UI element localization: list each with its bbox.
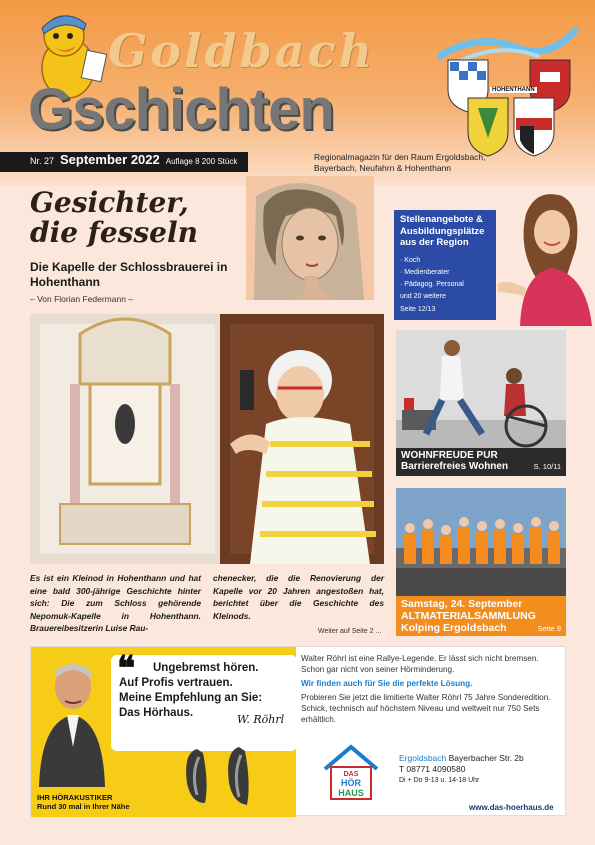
jobs-item: · Koch: [400, 256, 421, 264]
lead-headline: Gesichter, die fesseln: [30, 186, 198, 249]
signature: W. Röhrl: [237, 713, 285, 726]
issue-date: September 2022: [60, 152, 160, 167]
walter-roehrl-photo: [37, 657, 107, 787]
wohnfreude-caption[interactable]: WOHNFREUDE PUR Barrierefreies Wohnen S. 10/11: [396, 448, 566, 476]
jobs-item: · Pädagog. Personal: [400, 280, 464, 288]
smiling-woman-photo: [496, 188, 595, 326]
ad-copy: Walter Röhrl ist eine Rallye-Legende. Er lässt sich nicht bremsen. Schon gar nicht von seiner Hörminderung. Wir finden auch für Sie die perfekte Lösung. Probieren Sie jetzt die limitierte Walter Röhrl 75 Jahre Sonderedition. Schick, technisch auf höchstem Niveau und weltweit nur 750 Sets erhältlich.: [301, 654, 551, 724]
crest-label-hohenthann: HOHENTHANN: [492, 87, 535, 93]
quote-mark-icon: ❝: [117, 650, 136, 688]
region-tagline: Regionalmagazin für den Raum Ergoldsbach, Bayerbach, Neufahrn & Hohenthann: [314, 152, 486, 173]
lead-text-col2: chenecker, die die Renovierung der Kapelle vor 20 Jahren angestoßen hat, berichtet über die Geschichte des Kleinods.: [213, 573, 384, 621]
ad-phone[interactable]: T 08771 4090580: [399, 764, 466, 774]
issue-number: Nr. 27: [30, 156, 55, 166]
ad-website-link[interactable]: www.das-hoerhaus.de: [469, 803, 554, 812]
ad-quote-bubble: ❝ Ungebremst hören. Auf Profis vertrauen. Meine Empfehlung an Sie: Das Hörhaus.: [111, 655, 297, 751]
jobs-teaser[interactable]: [394, 210, 498, 320]
logo-hor: HÖR: [341, 778, 361, 788]
lead-body: [30, 572, 384, 635]
logo-goldbach: Goldbach: [108, 24, 376, 78]
lead-author: – Von Florian Federmann –: [30, 294, 134, 304]
jobs-title: Stellenangebote & Ausbildungsplätze aus der Region: [400, 214, 485, 248]
hoerhaus-advertisement[interactable]: [30, 646, 566, 816]
wohnfreude-page: S. 10/11: [533, 462, 561, 471]
logo-das: DAS: [343, 771, 359, 778]
hearing-aids-illustration: [179, 743, 275, 809]
logo-gschichten: Gschichten: [28, 77, 334, 142]
lead-text-col1: Es ist ein Kleinod in Hohenthann und hat eine bald 300-jährige Geschichte hinter sich: Die zum Schloss gehörende Nepomuk-Kapelle in Hohenthann. Brauereibesitzerin Luise Rau-: [30, 573, 201, 633]
jobs-page: Seite 12/13: [400, 305, 436, 313]
circulation: Auflage 8 200 Stück: [165, 157, 238, 166]
jobs-item: und 20 weitere: [400, 292, 446, 300]
kolping-group-photo: [396, 488, 566, 596]
jobs-item: · Medienberater: [400, 268, 450, 276]
angel-statue-photo: [246, 176, 374, 300]
issue-bar: [0, 152, 248, 172]
kolping-caption[interactable]: Samstag, 24. September ALTMATERIALSAMMLUNG Kolping Ergoldsbach Seite 9: [396, 596, 566, 636]
continued-link[interactable]: Weiter auf Seite 2 ...: [318, 628, 382, 635]
kolping-page: Seite 9: [537, 624, 561, 633]
municipal-crests: [444, 58, 574, 166]
ad-tagline: IHR HÖRAKUSTIKER Rund 30 mal in Ihrer Nähe: [37, 793, 130, 811]
logo-haus: HAUS: [338, 788, 364, 798]
hoerhaus-logo: [321, 743, 381, 803]
ad-address: Ergoldsbach Bayerbacher Str. 2b T 08771 4090580 Di + Do 9-13 u. 14-18 Uhr: [399, 753, 524, 784]
chapel-altar-photo: [30, 314, 384, 564]
jobs-list: [400, 255, 492, 303]
lead-subhead: Die Kapelle der Schlossbrauerei in Hohenthann: [30, 260, 228, 289]
